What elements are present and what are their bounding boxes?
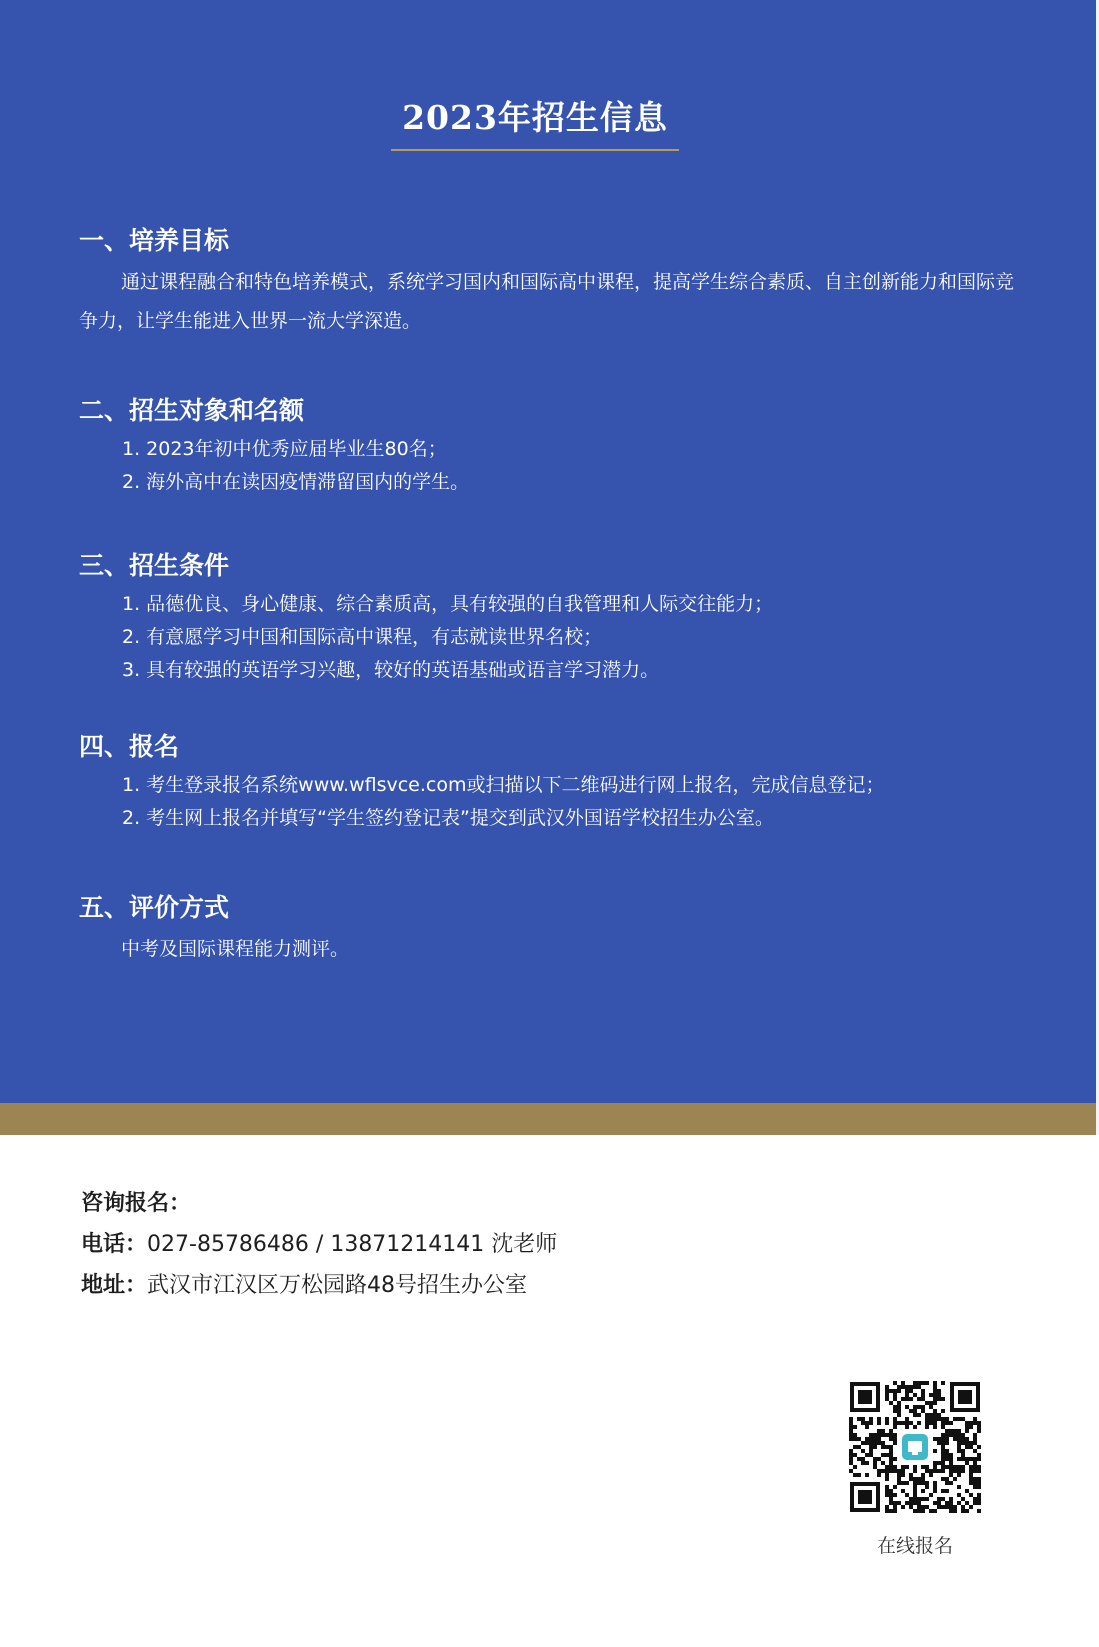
qr-caption: 在线报名: [876, 1535, 953, 1557]
list-item: 1. 品德优良、身心健康、综合素质高，具有较强的自我管理和人际交往能力；: [122, 593, 774, 615]
contact-address: [81, 1265, 557, 1306]
list-item: 1. 2023年初中优秀应届毕业生80名；: [122, 438, 447, 460]
section-enrollment-conditions: [79, 548, 1029, 687]
section-evaluation: [79, 890, 1029, 969]
address-label: 地址：: [81, 1273, 148, 1298]
page-title: 2023年招生信息: [402, 98, 668, 137]
list-item: 2. 海外高中在读因疫情滞留国内的学生。: [122, 471, 470, 493]
section-registration: [79, 729, 1029, 835]
phone-value: 027-85786486 / 13871214141 沈老师: [147, 1232, 558, 1257]
section-heading: 四、报名: [79, 732, 180, 761]
list-item: 1. 考生登录报名系统www.wflsvce.com或扫描以下二维码进行网上报名，完成信息登记；: [122, 774, 885, 796]
gold-divider-band: [0, 1103, 1099, 1135]
section-training-goals: [79, 223, 1029, 341]
contact-phone: [81, 1224, 557, 1265]
section-paragraph: 中考及国际课程能力测评。: [121, 938, 350, 960]
list-item: 3. 具有较强的英语学习兴趣，较好的英语基础或语言学习潜力。: [122, 659, 660, 681]
address-value: 武汉市江汉区万松园路48号招生办公室: [147, 1273, 528, 1298]
title-underline: [391, 149, 679, 151]
contact-heading: 咨询报名：: [81, 1191, 192, 1216]
section-heading: 一、培养目标: [79, 226, 230, 255]
phone-label: 电话：: [81, 1232, 148, 1257]
section-paragraph: 通过课程融合和特色培养模式，系统学习国内和国际高中课程，提高学生综合素质、自主创新能力和国际竞争力，让学生能进入世界一流大学深造。: [79, 271, 1015, 332]
list-item: 2. 考生网上报名并填写“学生签约登记表”提交到武汉外国语学校招生办公室。: [122, 807, 774, 829]
list-item: 2. 有意愿学习中国和国际高中课程，有志就读世界名校；: [122, 626, 603, 648]
contact-block: [81, 1183, 557, 1306]
section-heading: 五、评价方式: [79, 893, 230, 922]
section-heading: 二、招生对象和名额: [79, 396, 305, 425]
section-heading: 三、招生条件: [79, 551, 230, 580]
section-enrollment-targets: [79, 393, 1029, 499]
qr-code-icon[interactable]: [848, 1380, 982, 1514]
